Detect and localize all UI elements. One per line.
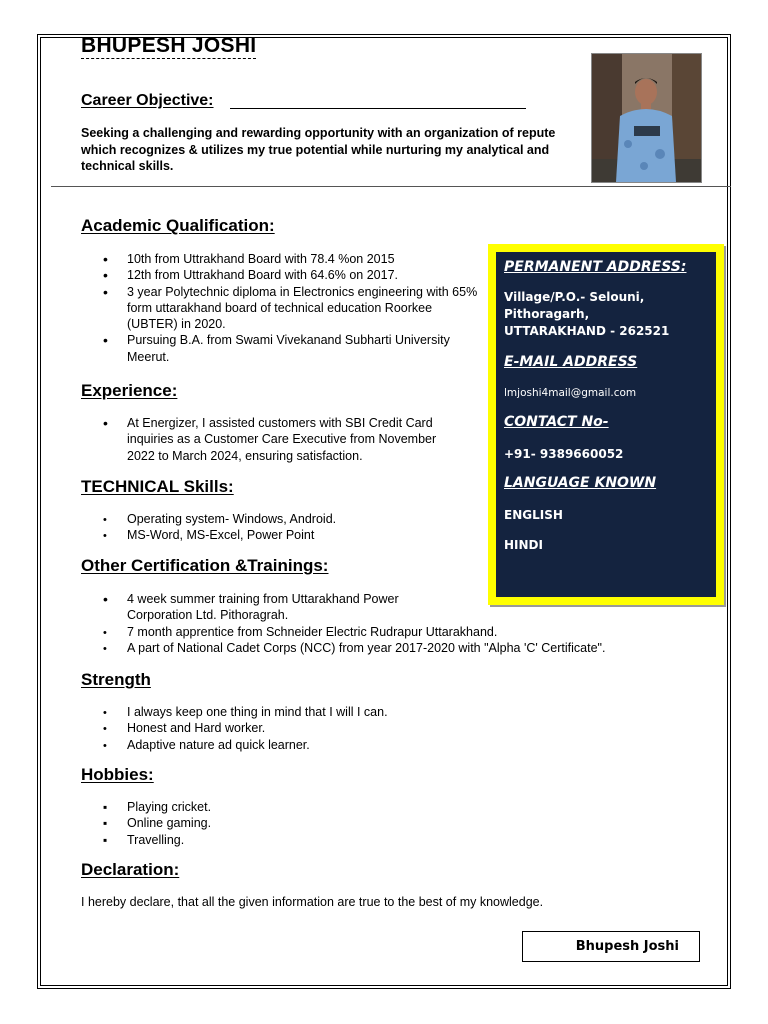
address-line: Village/P.O.- Selouni, <box>504 290 645 304</box>
list-item: • 7 month apprentice from Schneider Electric Rudrapur Uttarakhand. <box>81 624 681 640</box>
list-item: • At Energizer, I assisted customers with SBI Credit Card inquiries as a Customer Care Executive from November 2022 to March 2024, ensuring satisfaction. <box>81 415 461 464</box>
contact-value: +91- 9389660052 <box>504 447 624 461</box>
language-item: ENGLISH <box>504 508 563 522</box>
language-heading: LANGUAGE KNOWN <box>504 475 657 491</box>
academic-heading: Academic Qualification: <box>81 216 275 235</box>
experience-heading: Experience: <box>81 381 178 400</box>
hobbies-heading: Hobbies: <box>81 765 154 784</box>
language-item: HINDI <box>504 538 543 552</box>
address-line: Pithoragarh, <box>504 307 590 321</box>
list-item: • 10th from Uttrakhand Board with 78.4 %on 2015 <box>81 251 481 267</box>
list-item: • 3 year Polytechnic diploma in Electronics engineering with 65% form uttarakhand board of technical education Roorkee (UBTER) in 2020. <box>81 284 481 333</box>
list-item: • Adaptive nature ad quick learner. <box>81 737 481 753</box>
signature-box: Bhupesh Joshi <box>522 931 700 962</box>
list-item: • 12th from Uttrakhand Board with 64.6% on 2017. <box>81 267 481 283</box>
career-underline <box>230 108 526 109</box>
contact-panel <box>496 252 716 597</box>
header-divider <box>51 186 731 187</box>
email-value: lmjoshi4mail@gmail.com <box>504 387 637 399</box>
strength-list <box>81 704 481 753</box>
list-item: ▪ Travelling. <box>81 832 481 848</box>
list-item: ▪ Playing cricket. <box>81 799 481 815</box>
declaration-text: I hereby declare, that all the given information are true to the best of my knowledge. <box>81 895 544 909</box>
address-line: UTTARAKHAND - 262521 <box>504 324 670 338</box>
list-item: • Pursuing B.A. from Swami Vivekanand Subharti University Meerut. <box>81 332 481 365</box>
declaration-heading: Declaration: <box>81 860 180 879</box>
list-item: • MS-Word, MS-Excel, Power Point <box>81 527 481 543</box>
list-item: • 4 week summer training from Uttarakhand Power Corporation Ltd. Pithoragrah. <box>81 591 417 624</box>
list-item: • I always keep one thing in mind that I will I can. <box>81 704 481 720</box>
candidate-name: BHUPESH JOSHI <box>81 34 257 57</box>
profile-photo <box>591 53 702 183</box>
list-item: ▪ Online gaming. <box>81 815 481 831</box>
experience-list <box>81 415 461 464</box>
technical-skills-heading: TECHNICAL Skills: <box>81 477 234 496</box>
contact-heading: CONTACT No- <box>504 414 609 430</box>
list-item: • A part of National Cadet Corps (NCC) from year 2017-2020 with "Alpha 'C' Certificate". <box>81 640 681 656</box>
academic-list <box>81 251 481 365</box>
technical-list <box>81 511 481 544</box>
address-heading: PERMANENT ADDRESS: <box>504 259 687 275</box>
email-heading: E-MAIL ADDRESS <box>504 354 638 370</box>
list-item: • Operating system- Windows, Android. <box>81 511 481 527</box>
strength-heading: Strength <box>81 670 151 689</box>
hobbies-list <box>81 799 481 848</box>
certification-heading: Other Certification &Trainings: <box>81 556 329 575</box>
career-objective-text: Seeking a challenging and rewarding opportunity with an organization of repute which recognizes & utilizes my true potential while nurturing my analytical and technical skills. <box>81 126 556 173</box>
career-objective-heading: Career Objective: <box>81 92 214 109</box>
list-item: • Honest and Hard worker. <box>81 720 481 736</box>
